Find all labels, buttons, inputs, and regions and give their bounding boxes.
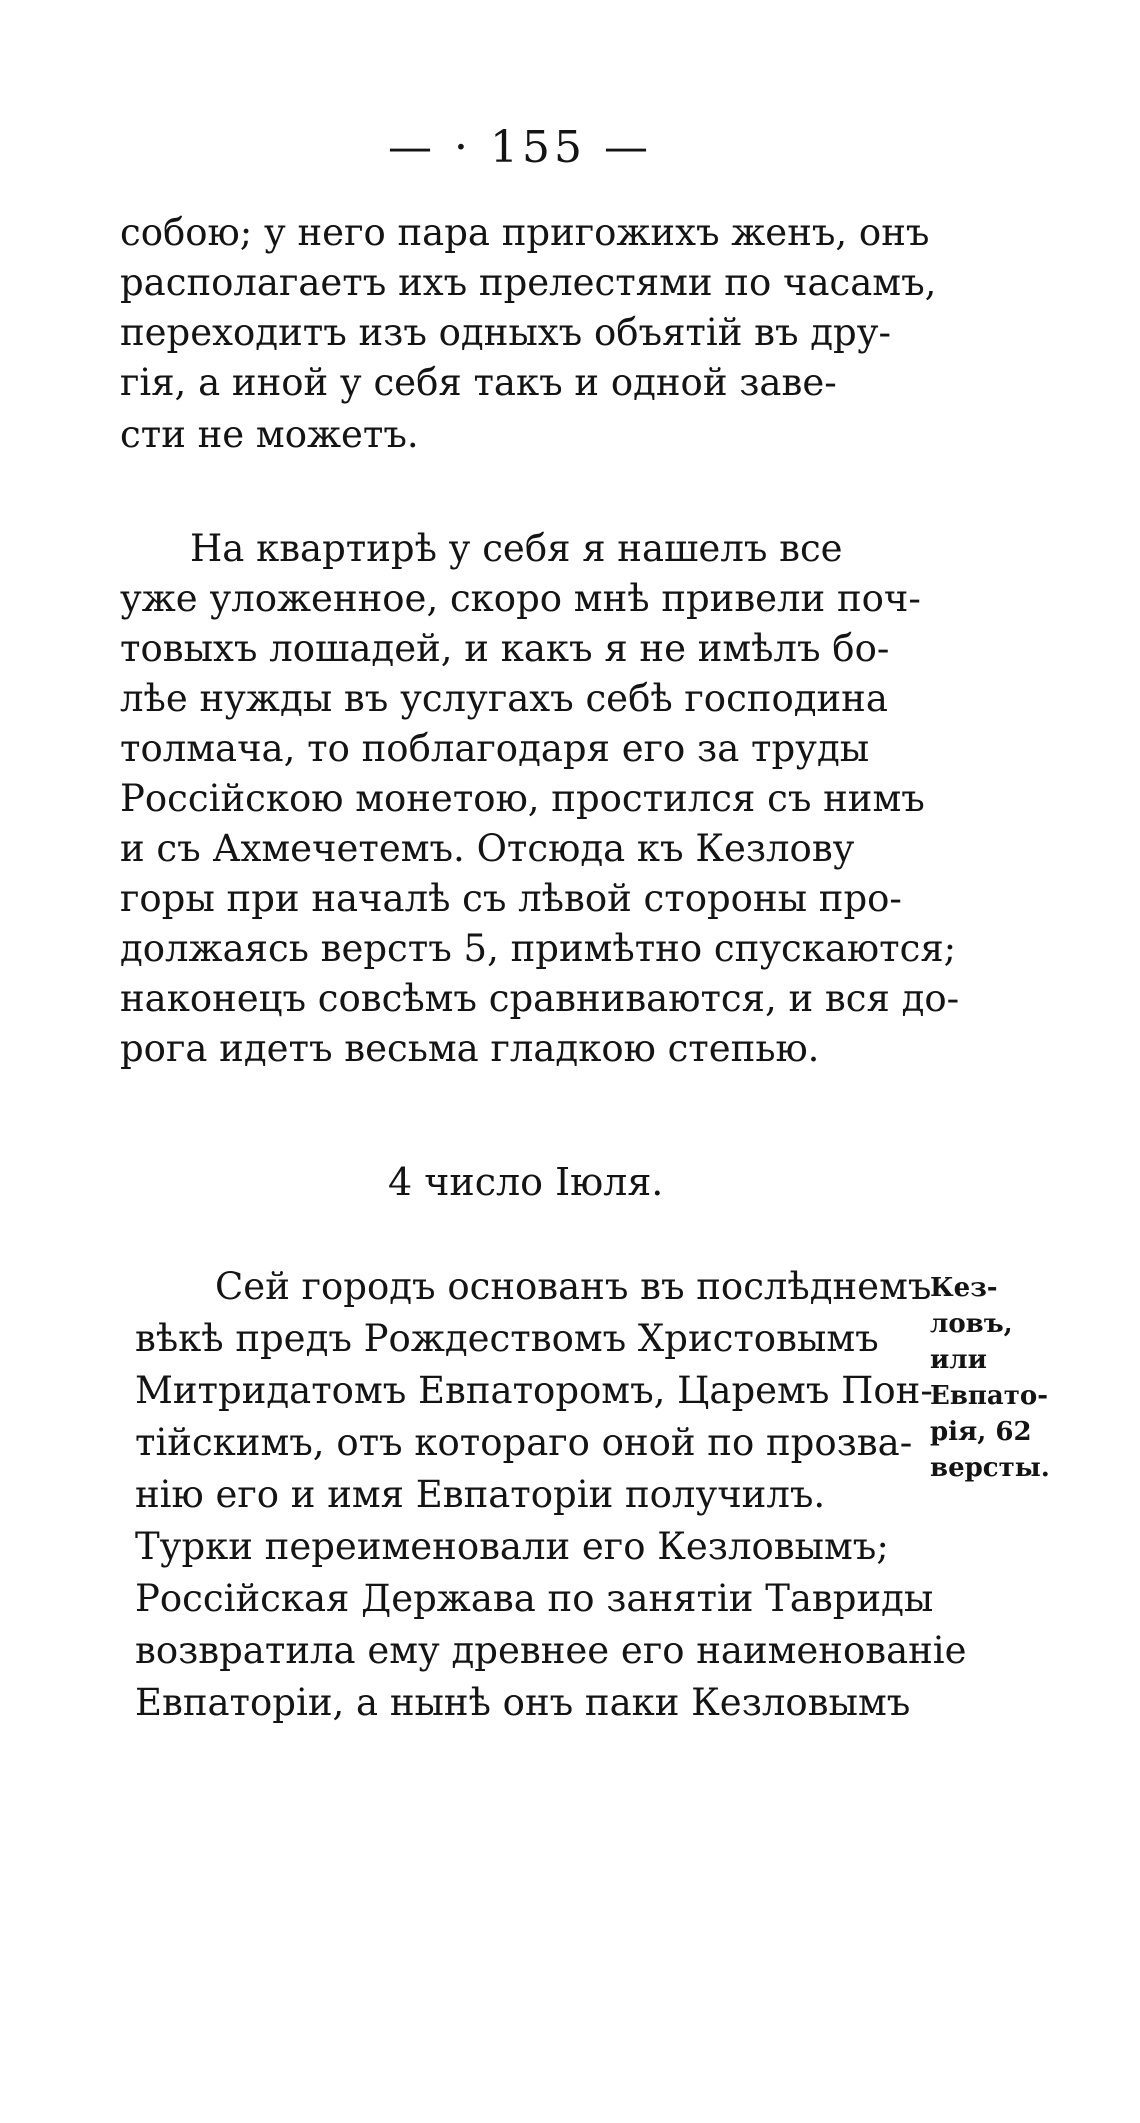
text-line: располагаетъ ихъ прелестями по часамъ, — [120, 261, 937, 304]
text-line: нію его и имя Евпаторіи получилъ. — [135, 1473, 826, 1516]
text-line: горы при началѣ съ лѣвой стороны про- — [120, 877, 902, 920]
text-line: Митридатомъ Евпаторомъ, Царемъ Пон- — [135, 1369, 933, 1412]
text-line: наконецъ совсѣмъ сравниваются, и вся до- — [120, 977, 960, 1020]
text-line: Россійскою монетою, простился съ нимъ — [120, 777, 925, 820]
text-line: толмача, то поблагодаря его за труды — [120, 727, 870, 770]
text-line: и съ Ахмечетемъ. Отсюда къ Кезлову — [120, 827, 855, 870]
text-line: Сей городъ основанъ въ послѣднемъ — [215, 1265, 932, 1308]
text-line: гія, а иной у себя такъ и одной заве- — [120, 361, 837, 404]
text-line: Россійская Держава по занятіи Тавриды — [135, 1577, 934, 1620]
section-heading: 4 число Іюля. — [388, 1160, 664, 1204]
margin-note-line: ловъ, — [930, 1309, 1013, 1339]
text-line: На квартирѣ у себя я нашелъ все — [190, 527, 843, 570]
margin-note — [930, 1270, 1090, 1486]
text-line: собою; у него пара пригожихъ женъ, онъ — [120, 211, 930, 254]
page-number: — · 155 — — [388, 122, 652, 173]
text-line: Евпаторіи, а нынѣ онъ паки Кезловымъ — [135, 1681, 911, 1724]
text-line: товыхъ лошадей, и какъ я не имѣлъ бо- — [120, 627, 890, 670]
text-line: переходитъ изъ одныхъ объятій въ дру- — [120, 311, 892, 354]
text-line: сти не можетъ. — [120, 413, 419, 456]
margin-note-line: Кез- — [930, 1273, 998, 1303]
text-line: рога идетъ весьма гладкою степью. — [120, 1027, 820, 1070]
text-line: лѣе нужды въ услугахъ себѣ господина — [120, 677, 888, 720]
text-line: тійскимъ, отъ котораго оной по прозва- — [135, 1421, 913, 1464]
text-line: уже уложенное, скоро мнѣ привели поч- — [120, 577, 921, 620]
margin-note-line: версты. — [930, 1453, 1050, 1483]
text-line: возвратила ему древнее его наименованіе — [135, 1629, 967, 1672]
text-line: Турки переименовали его Кезловымъ; — [135, 1525, 889, 1568]
margin-note-line: или — [930, 1345, 987, 1375]
margin-note-line: Евпато- — [930, 1381, 1049, 1411]
text-line: вѣкѣ предъ Рождествомъ Христовымъ — [135, 1317, 879, 1360]
text-line: должаясь верстъ 5, примѣтно спускаются; — [120, 927, 957, 970]
margin-note-line: рія, 62 — [930, 1417, 1032, 1447]
